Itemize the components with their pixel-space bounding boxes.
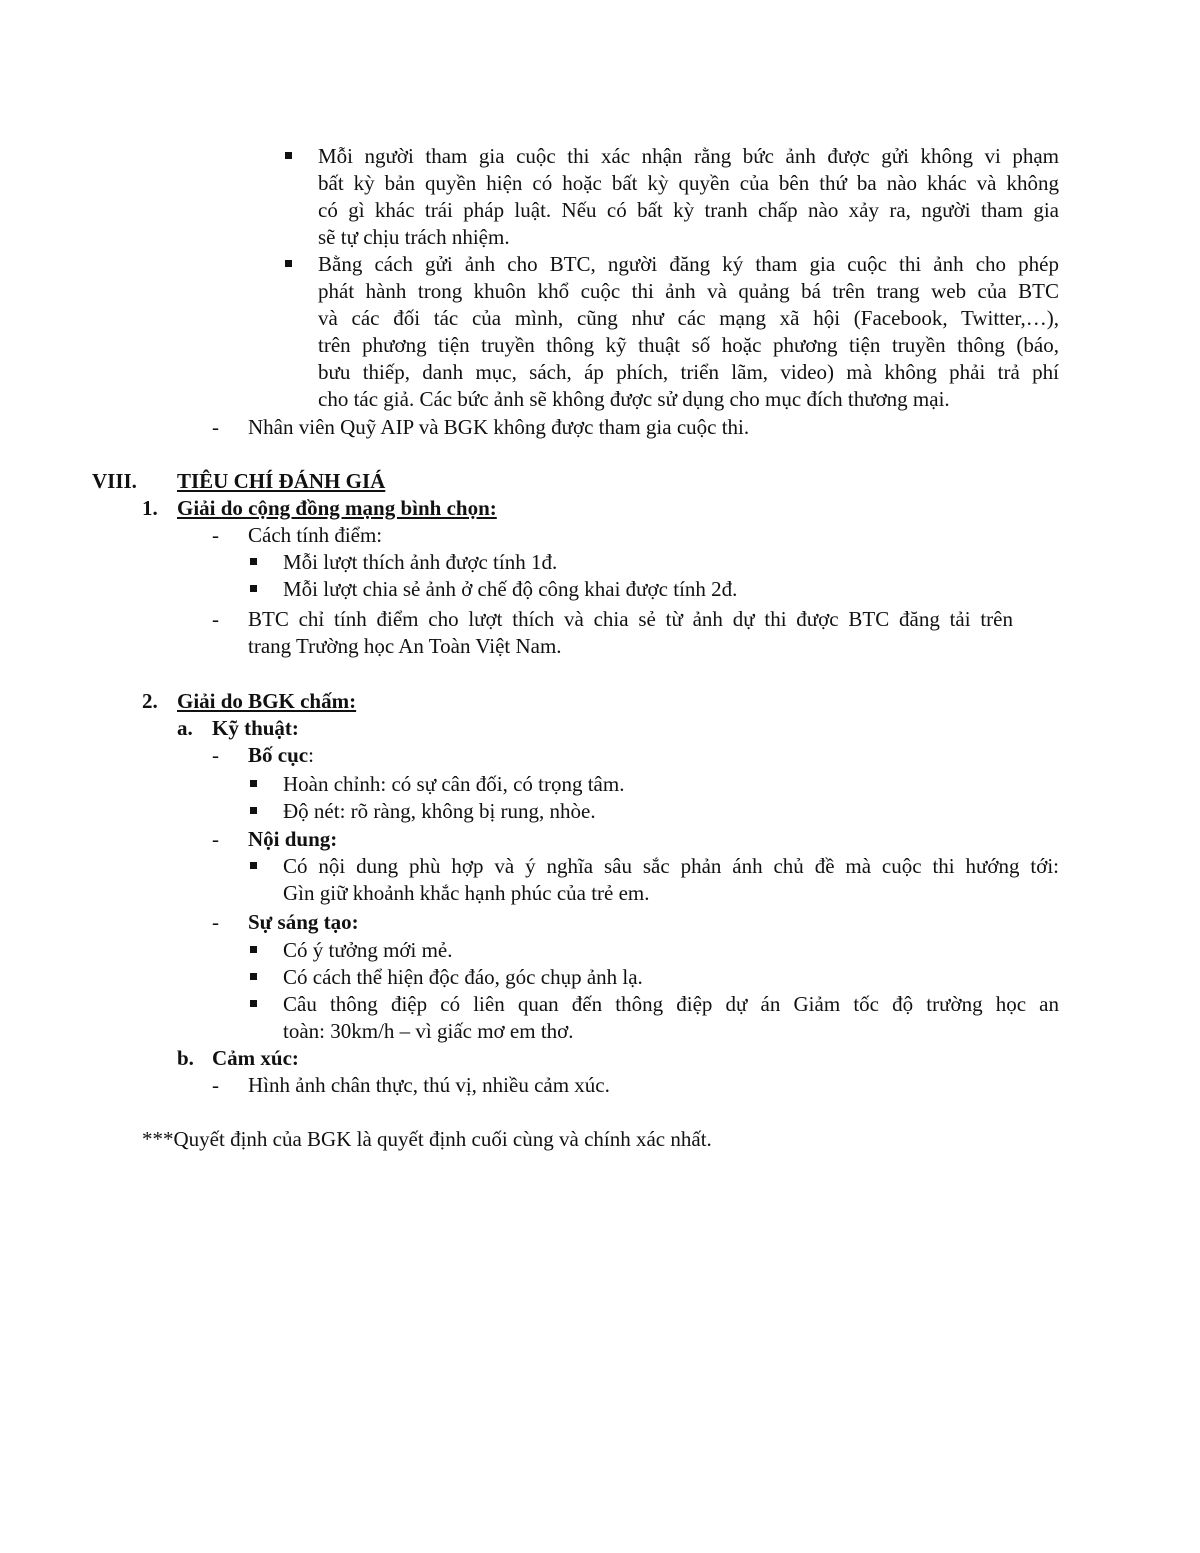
part-2-title: Giải do BGK chấm: — [177, 689, 357, 713]
dash-marker: - — [212, 415, 219, 439]
scoring-bullet-1: Mỗi lượt thích ảnh được tính 1đ. — [283, 550, 558, 574]
dash-marker: - — [212, 743, 219, 767]
scoring-label: Cách tính điểm: — [248, 523, 383, 547]
intro-dash-item: Nhân viên Quỹ AIP và BGK không được tham gia cuộc thi. — [248, 415, 750, 439]
layout-bullet-1: Hoàn chỉnh: có sự cân đối, có trọng tâm. — [283, 772, 625, 796]
emotion-item: Hình ảnh chân thực, thú vị, nhiều cảm xúc. — [248, 1073, 610, 1097]
bullet-square-icon — [250, 862, 257, 869]
intro-bullet-2-line-1: Bằng cách gửi ảnh cho BTC, người đăng ký tham gia cuộc thi ảnh cho phép — [318, 252, 1059, 276]
part-2-number: 2. — [142, 689, 158, 713]
part-1-title: Giải do cộng đồng mạng bình chọn: — [177, 496, 497, 520]
sub-b-title: Cảm xúc: — [212, 1046, 299, 1070]
creativity-bullet-3-line-1: Câu thông điệp có liên quan đến thông điệp dự án Giảm tốc độ trường học an — [283, 992, 1059, 1016]
part-1-note-line-2: trang Trường học An Toàn Việt Nam. — [248, 634, 562, 658]
intro-bullet-2-line-2: phát hành trong khuôn khổ cuộc thi ảnh và quảng bá trên trang web của BTC — [318, 279, 1059, 303]
intro-bullet-2-line-3: và các đối tác của mình, cũng như các mạng xã hội (Facebook, Twitter,…), — [318, 306, 1059, 330]
part-1-number: 1. — [142, 496, 158, 520]
bullet-square-icon — [250, 558, 257, 565]
bullet-square-icon — [250, 780, 257, 787]
creativity-bullet-2: Có cách thể hiện độc đáo, góc chụp ảnh lạ. — [283, 965, 643, 989]
intro-bullet-2-line-4: trên phương tiện truyền thông kỹ thuật số hoặc phương tiện truyền thông (báo, — [318, 333, 1059, 357]
sub-a-title: Kỹ thuật: — [212, 716, 299, 740]
layout-heading — [248, 742, 314, 769]
scoring-bullet-2: Mỗi lượt chia sẻ ảnh ở chế độ công khai được tính 2đ. — [283, 577, 738, 601]
layout-label: Bố cục — [248, 743, 309, 767]
section-numeral: VIII. — [92, 469, 137, 493]
intro-bullet-2-line-6: cho tác giả. Các bức ảnh sẽ không được sử dụng cho mục đích thương mại. — [318, 387, 950, 411]
content-bullet-line-1: Có nội dung phù hợp và ý nghĩa sâu sắc phản ánh chủ đề mà cuộc thi hướng tới: — [283, 854, 1059, 878]
bullet-square-icon — [250, 973, 257, 980]
intro-bullet-1-line-1: Mỗi người tham gia cuộc thi xác nhận rằng bức ảnh được gửi không vi phạm — [318, 144, 1059, 168]
intro-bullet-1-line-3: có gì khác trái pháp luật. Nếu có bất kỳ tranh chấp nào xảy ra, người tham gia — [318, 198, 1059, 222]
layout-colon: : — [308, 743, 314, 767]
content-label: Nội dung: — [248, 827, 338, 851]
sub-b-letter: b. — [177, 1046, 194, 1070]
footer-note: ***Quyết định của BGK là quyết định cuối cùng và chính xác nhất. — [142, 1127, 712, 1151]
layout-bullet-2: Độ nét: rõ ràng, không bị rung, nhòe. — [283, 799, 596, 823]
bullet-square-icon — [285, 260, 292, 267]
creativity-label: Sự sáng tạo: — [248, 910, 359, 934]
dash-marker: - — [212, 910, 219, 934]
creativity-bullet-1: Có ý tưởng mới mẻ. — [283, 938, 453, 962]
sub-a-letter: a. — [177, 716, 193, 740]
bullet-square-icon — [250, 946, 257, 953]
bullet-square-icon — [250, 1000, 257, 1007]
section-title: TIÊU CHÍ ĐÁNH GIÁ — [177, 469, 386, 493]
dash-marker: - — [212, 827, 219, 851]
bullet-square-icon — [250, 807, 257, 814]
dash-marker: - — [212, 1073, 219, 1097]
content-bullet-line-2: Gìn giữ khoảnh khắc hạnh phúc của trẻ em. — [283, 881, 650, 905]
intro-bullet-1-line-2: bất kỳ bản quyền hiện có hoặc bất kỳ quyền của bên thứ ba nào khác và không — [318, 171, 1059, 195]
intro-bullet-2-line-5: bưu thiếp, danh mục, sách, áp phích, triển lãm, video) mà không phải trả phí — [318, 360, 1059, 384]
dash-marker: - — [212, 523, 219, 547]
creativity-bullet-3-line-2: toàn: 30km/h – vì giấc mơ em thơ. — [283, 1019, 574, 1043]
part-1-note-line-1: BTC chỉ tính điểm cho lượt thích và chia sẻ từ ảnh dự thi được BTC đăng tải trên — [248, 607, 1013, 631]
bullet-square-icon — [285, 152, 292, 159]
bullet-square-icon — [250, 585, 257, 592]
dash-marker: - — [212, 607, 219, 631]
intro-bullet-1-line-4: sẽ tự chịu trách nhiệm. — [318, 225, 510, 249]
